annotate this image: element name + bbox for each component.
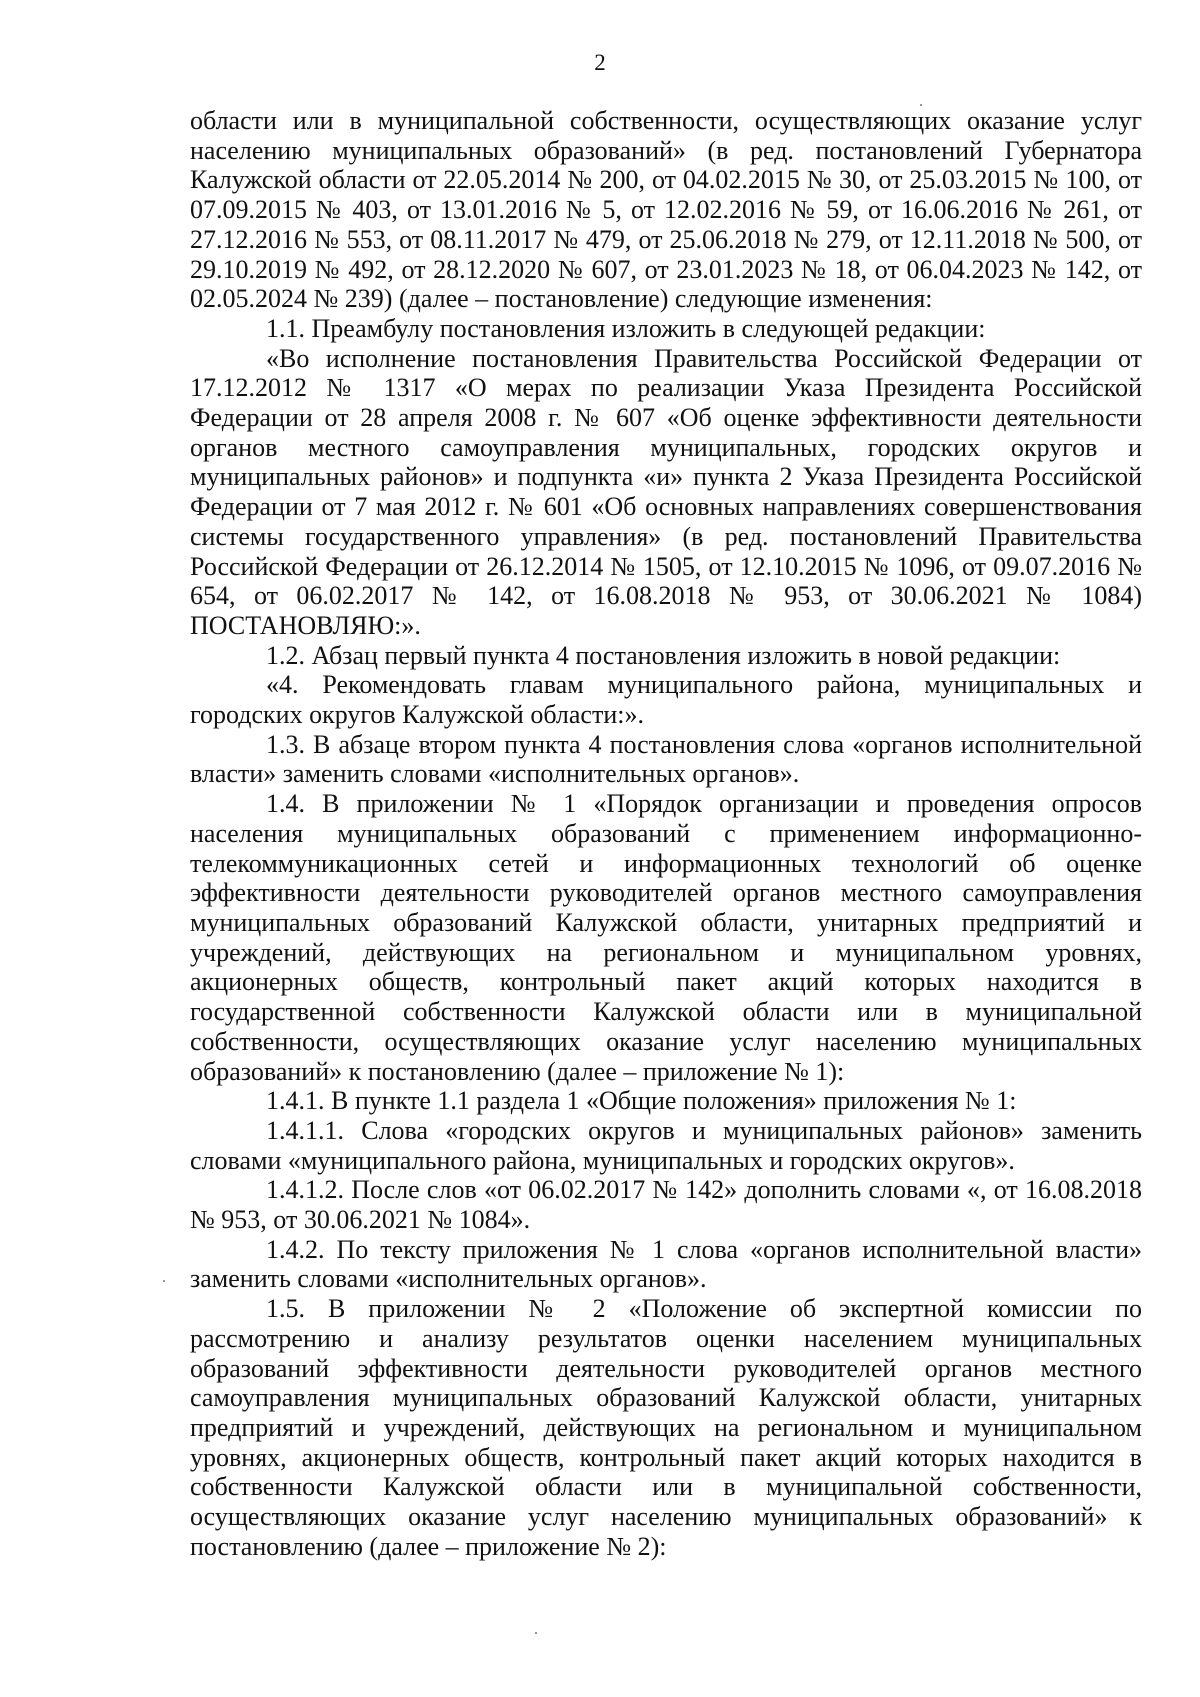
paragraph-1-4: 1.4. В приложении № 1 «Порядок организации и проведения опросов населения муниципальных образований с применением информационно-телекоммуникационных сетей и информационных технологий об оценке эффективности деятельности руководителей органов местного самоуправления муниципальных образований Калужской области, унитарных предприятий и учреждений, действующих на региональном и муниципальном уровнях, акционерных обществ, контрольный пакет акций которых находится в государственной собственности Калужской области или в муниципальной собственности, осуществляющих оказание услуг населению муниципальных образований» к постановлению (далее – приложение № 1): bbox=[190, 789, 1142, 1086]
scan-speck bbox=[920, 104, 922, 106]
paragraph-1-2: 1.2. Абзац первый пункта 4 постановления изложить в новой редакции: bbox=[266, 640, 1061, 670]
paragraph-1-5: 1.5. В приложении № 2 «Положение об экспертной комиссии по рассмотрению и анализу результатов оценки населением муниципальных образований эффективности деятельности руководителей органов местного самоуправления муниципальных образований Калужской области, унитарных предприятий и учреждений, действующих на региональном и муниципальном уровнях, акционерных обществ, контрольный пакет акций которых находится в собственности Калужской области или в муниципальной собственности, осуществляющих оказание услуг населению муниципальных образований» к постановлению (далее – приложение № 2): bbox=[190, 1294, 1142, 1561]
paragraph-1-4-2: 1.4.2. По тексту приложения № 1 слова «органов исполнительной власти» заменить словами «исполнительных органов». bbox=[190, 1234, 1142, 1294]
paragraph-1-3: 1.3. В абзаце втором пункта 4 постановления слова «органов исполнительной власти» заменить словами «исполнительных органов». bbox=[190, 729, 1142, 789]
page-number: 2 bbox=[594, 50, 606, 75]
paragraph-preamble: «Во исполнение постановления Правительства Российской Федерации от 17.12.2012 № 1317 «О мерах по реализации Указа Президента Российской Федерации от 28 апреля 2008 г. № 607 «Об оценке эффективности деятельности органов местного самоуправления муниципальных, городских округов и муниципальных районов» и подпункта «и» пункта 2 Указа Президента Российской Федерации от 7 мая 2012 г. № 601 «Об основных направлениях совершенствования системы государственного управления» (в ред. постановлений Правительства Российской Федерации от 26.12.2014 № 1505, от 12.10.2015 № 1096, от 09.07.2016 № 654, от 06.02.2017 № 142, от 16.08.2018 № 953, от 30.06.2021 № 1084) ПОСТАНОВЛЯЮ:». bbox=[190, 343, 1142, 640]
scan-speck bbox=[535, 1632, 537, 1634]
paragraph-1-4-1: 1.4.1. В пункте 1.1 раздела 1 «Общие положения» приложения № 1: bbox=[266, 1086, 1017, 1116]
scan-speck bbox=[163, 1280, 165, 1282]
document-body bbox=[190, 106, 1142, 1561]
paragraph-continuation: области или в муниципальной собственности, осуществляющих оказание услуг населению муниципальных образований» (в ред. постановлений Губернатора Калужской области от 22.05.2014 № 200, от 04.02.2015 № 30, от 25.03.2015 № 100, от 07.09.2015 № 403, от 13.01.2016 № 5, от 12.02.2016 № 59, от 16.06.2016 № 261, от 27.12.2016 № 553, от 08.11.2017 № 479, от 25.06.2018 № 279, от 12.11.2018 № 500, от 29.10.2019 № 492, от 28.12.2020 № 607, от 23.01.2023 № 18, от 06.04.2023 № 142, от 02.05.2024 № 239) (далее – постановление) следующие изменения: bbox=[190, 106, 1142, 314]
paragraph-point-4: «4. Рекомендовать главам муниципального района, муниципальных и городских округов Калужской области:». bbox=[190, 670, 1142, 730]
paragraph-1-4-1-2: 1.4.1.2. После слов «от 06.02.2017 № 142» дополнить словами «, от 16.08.2018 № 953, от 30.06.2021 № 1084». bbox=[190, 1175, 1142, 1235]
paragraph-1-1: 1.1. Преамбулу постановления изложить в следующей редакции: bbox=[266, 313, 986, 343]
paragraph-1-4-1-1: 1.4.1.1. Слова «городских округов и муниципальных районов» заменить словами «муниципального района, муниципальных и городских округов». bbox=[190, 1115, 1142, 1175]
